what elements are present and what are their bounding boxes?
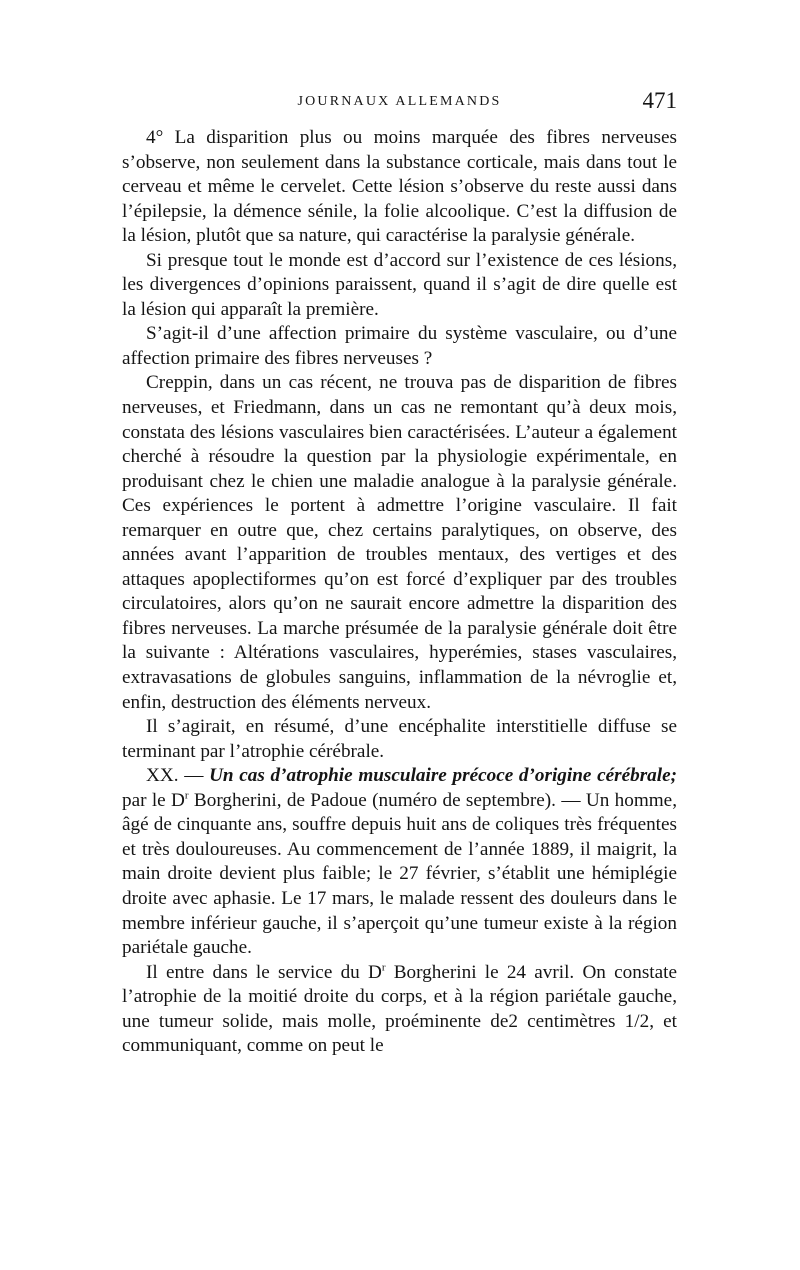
article-number: XX. — [146,765,204,787]
page-number: 471 [642,88,677,113]
paragraph-summary: Il s’agirait, en résumé, d’une encéphalite interstitielle diffuse se terminant par l’atrophie cérébrale. [122,716,677,762]
final-paragraph [122,961,677,1059]
running-head-title: JOURNAUX ALLEMANDS [297,94,502,109]
paragraph-divergences: Si presque tout le monde est d’accord sur l’existence de ces lésions, les divergences d’opinions paraissent, quand il s’agit de dire quelle est la lésion qui apparaît la première. [122,249,677,320]
article-attribution-after: Borgherini, de Padoue (numéro de septembre). [193,789,556,811]
page-body-text [122,126,677,1059]
paragraph-nerve-fibers: 4° La disparition plus ou moins marquée des fibres nerveuses s’observe, non seulement dans la substance corticale, mais dans tout le cerveau et même le cervelet. Cette lésion s’observe du reste aussi dans l’épilepsie, la démence sénile, la folie alcoolique. C’est la diffusion de la lésion, plutôt que sa nature, qui caractérise la paralysie générale. [122,127,677,247]
running-head [122,90,677,120]
final-paragraph-before: Il entre dans le service du D [146,961,382,983]
article-attribution-before: par le D [122,789,185,811]
doctor-superscript: r [184,789,189,802]
article-body: — Un homme, âgé de cinquante ans, souffre depuis huit ans de coliques très fréquentes et très douloureuses. Au commencement de l’année 1889, il maigrit, la main droite devient plus faible; le 27 février, s’établit une hémiplégie droite avec aphasie. Le 17 mars, le malade ressent des douleurs dans le membre inférieur gauche, il s’aperçoit qu’une tumeur existe à la région pariétale gauche. [122,789,677,959]
paragraph-creppin: Creppin, dans un cas récent, ne trouva pas de disparition de fibres nerveuses, et Friedmann, dans un cas ne remontant qu’à deux mois, constata des lésions vasculaires bien caractérisées. L’auteur a également cherché à résoudre la question par la physiologie expérimentale, en produisant chez le chien une maladie analogue à la paralysie générale. Ces expériences le portent à admettre l’origine vasculaire. Il fait remarquer en outre que, chez certains paralytiques, on observe, des années avant l’apparition de troubles mentaux, des vertiges et des attaques apoplectiformes qu’on est forcé d’expliquer par des troubles circulatoires, alors qu’on ne saurait encore admettre la disparition des fibres nerveuses. La marche présumée de la paralysie générale doit être la suivante : Altérations vasculaires, hyperémies, stases vasculaires, extravasations de globules sanguins, inflammation de la névroglie et, enfin, destruction des éléments nerveux. [122,372,677,713]
article-paragraph [122,764,677,960]
article-title: Un cas d’atrophie musculaire précoce d’origine cérébrale; [209,765,677,787]
doctor-superscript-final: r [381,961,386,974]
final-paragraph-after: Borgherini le 24 avril. On constate l’atrophie de la moitié droite du corps, et à la région pariétale gauche, une tumeur solide, mais molle, proéminente de2 centimètres 1/2, et communiquant, comme on peut le [122,961,677,1057]
paragraph-primary-affection: S’agit-il d’une affection primaire du système vasculaire, ou d’une affection primaire des fibres nerveuses ? [122,323,677,369]
